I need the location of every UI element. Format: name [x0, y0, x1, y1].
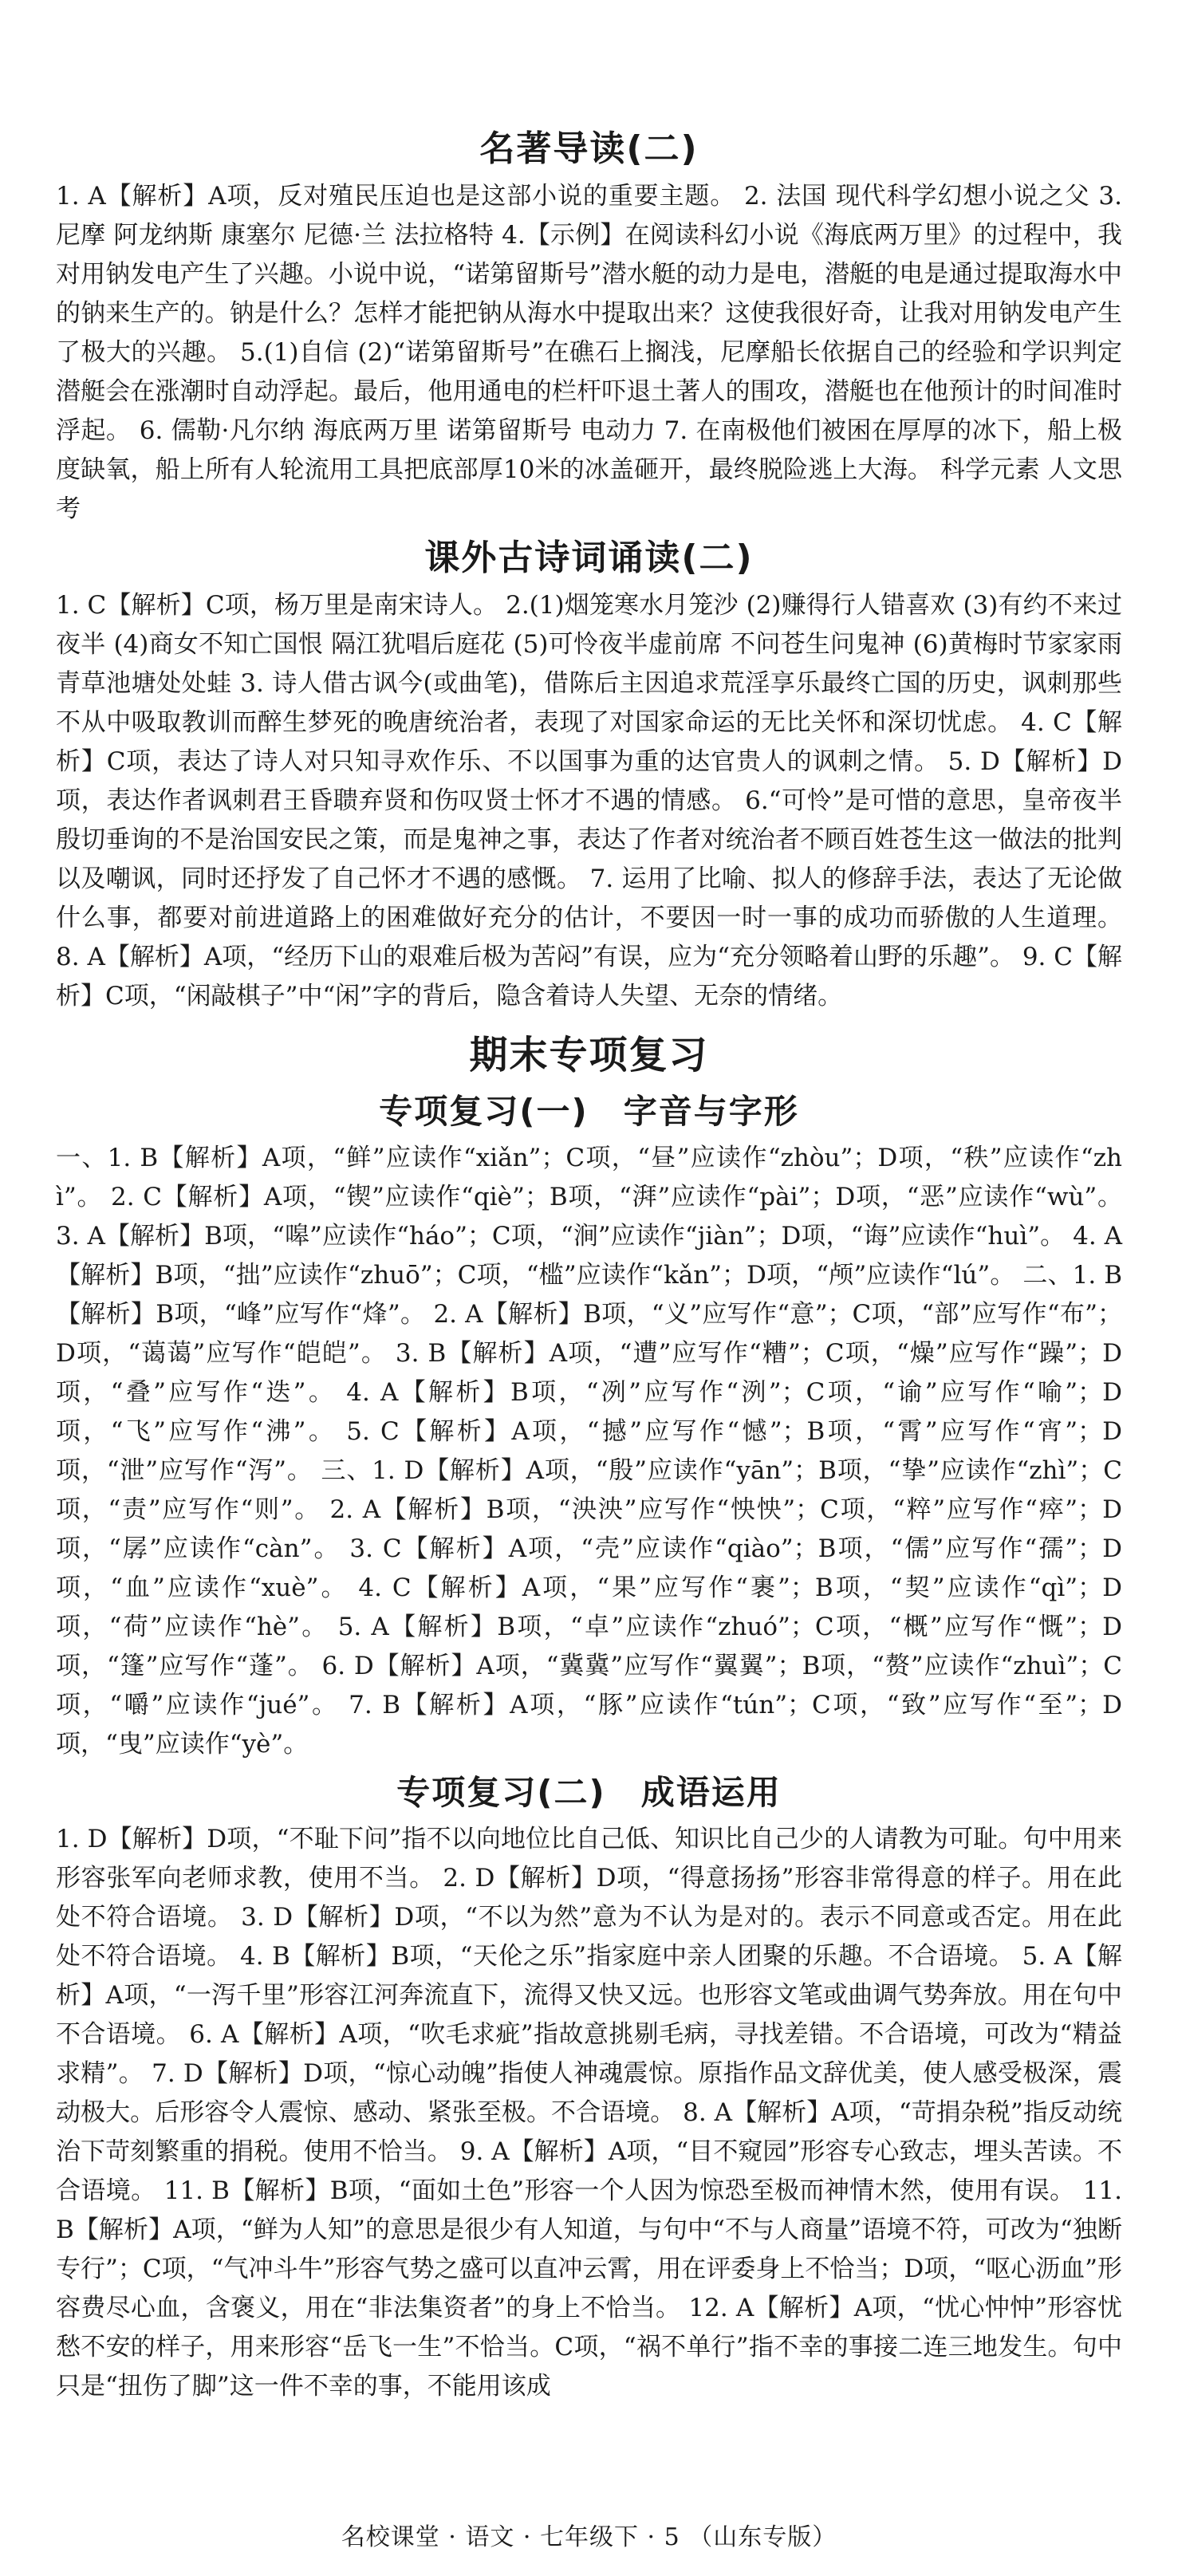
section-title-kwgs: 课外古诗词诵读(二) [424, 538, 754, 578]
section-body-zxfx2: 1. D【解析】D项，“不耻下问”指不以向地位比自己低、知识比自己少的人请教为可耻。句中用来形容张军向老师求教，使用不当。 2. D【解析】D项，“得意扬扬”形容非常得意的样子。用在此处不符合语境。 3. D【解析】D项，“不以为然”意为不认为是对的。表示不同意或否定。用在此处不符合语境。 4. B【解析】B项，“天伦之乐”指家庭中亲人团聚的乐趣。不合语境。 5. A【解析】A项，“一泻千里”形容江河奔流直下，流得又快又远。也形容文笔或曲调气势奔放。用在句中不合语境。 6. A【解析】A项，“吹毛求疵”指故意挑剔毛病，寻找差错。不合语境，可改为“精益求精”。 7. D【解析】D项，“惊心动魄”指使人神魂震惊。原指作品文辞优美，使人感受极深，震动极大。后形容令人震惊、感动、紧张至极。不合语境。 8. A【解析】A项，“苛捐杂税”指反动统治下苛刻繁重的捐税。使用不恰当。 9. A【解析】A项，“目不窥园”形容专心致志，埋头苦读。不合语境。 11. B【解析】B项，“面如土色”形容一个人因为惊恐至极而神情木然，使用有误。 11. B【解析】A项，“鲜为人知”的意思是很少有人知道，与句中“不与人商量”语境不符，可改为“独断专行”；C项，“气冲斗牛”形容气势之盛可以直冲云霄，用在评委身上不恰当；D项，“呕心沥血”形容费尽心血，含褒义，用在“非法集资者”的身上不恰当。 12. A【解析】A项，“忧心忡忡”形容忧愁不安的样子，用来形容“岳飞一生”不恰当。C项，“祸不单行”指不幸的事接二连三地发生。句中只是“扭伤了脚”这一件不幸的事，不能用该成 [56, 1825, 1122, 2401]
section-title-zxfx2: 专项复习(二) 成语运用 [396, 1773, 782, 1812]
section-title-mzdd: 名著导读(二) [479, 128, 699, 169]
section-body-kwgs: 1. C【解析】C项，杨万里是南宋诗人。 2.(1)烟笼寒水月笼沙 (2)赚得行人错喜欢 (3)有约不来过夜半 (4)商女不知亡国恨 隔江犹唱后庭花 (5)可怜夜半虚前席 不问苍生问鬼神 (6)黄梅时节家家雨 青草池塘处处蛙 3. 诗人借古讽今(或曲笔)，借陈后主因追求荒淫享乐最终亡国的历史，讽刺那些不从中吸取教训而醉生梦死的晚唐统治者，表现了对国家命运的无比关怀和深切忧虑。 4. C【解析】C项，表达了诗人对只知寻欢作乐、不以国事为重的达官贵人的讽刺之情。 5. D【解析】D项，表达作者讽刺君王昏聩弃贤和伤叹贤士怀才不遇的情感。 6.“可怜”是可惜的意思，皇帝夜半殷切垂询的不是治国安民之策，而是鬼神之事，表达了作者对统治者不顾百姓苍生这一做法的批判以及嘲讽，同时还抒发了自己怀才不遇的感慨。 7. 运用了比喻、拟人的修辞手法，表达了无论做什么事，都要对前进道路上的困难做好充分的估计，不要因一时一事的成功而骄傲的人生道理。 8. A【解析】A项，“经历下山的艰难后极为苦闷”有误，应为“充分领略着山野的乐趣”。 9. C【解析】C项，“闲敲棋子”中“闲”字的背后，隐含着诗人失望、无奈的情绪。 [56, 591, 1122, 1010]
page-footer: 名校课堂 · 语文 · 七年级下 · 5 （山东专版） [341, 2523, 837, 2551]
section-body-mzdd: 1. A【解析】A项，反对殖民压迫也是这部小说的重要主题。 2. 法国 现代科学幻想小说之父 3. 尼摩 阿龙纳斯 康塞尔 尼德·兰 法拉格特 4.【示例】在阅读科幻小说《海底两万里》的过程中，我对用钠发电产生了兴趣。小说中说，“诺第留斯号”潜水艇的动力是电，潜艇的电是通过提取海水中的钠来生产的。钠是什么？怎样才能把钠从海水中提取出来？这使我很好奇，让我对用钠发电产生了极大的兴趣。 5.(1)自信 (2)“诺第留斯号”在礁石上搁浅，尼摩船长依据自己的经验和学识判定潜艇会在涨潮时自动浮起。最后，他用通电的栏杆吓退土著人的围攻，潜艇也在他预计的时间准时浮起。 6. 儒勒·凡尔纳 海底两万里 诺第留斯号 电动力 7. 在南极他们被困在厚厚的冰下，船上极度缺氧，船上所有人轮流用工具把底部厚10米的冰盖砸开，最终脱险逃上大海。 科学元素 人文思考 [56, 182, 1122, 523]
section-title-zxfx1: 专项复习(一) 字音与字形 [379, 1092, 799, 1131]
section-body-zxfx1: 一、1. B【解析】A项，“鲜”应读作“xiǎn”；C项，“昼”应读作“zhòu”；D项，“秩”应读作“zhì”。 2. C【解析】A项，“锲”应读作“qiè”；B项，“湃”应读作“pài”；D项，“恶”应读作“wù”。 3. A【解析】B项，“嗥”应读作“háo”；C项，“涧”应读作“jiàn”；D项，“诲”应读作“huì”。 4. A【解析】B项，“拙”应读作“zhuō”；C项，“槛”应读作“kǎn”；D项，“颅”应读作“lú”。 二、1. B【解析】B项，“峰”应写作“烽”。 2. A【解析】B项，“义”应写作“意”；C项，“部”应写作“布”；D项，“蔼蔼”应写作“皑皑”。 3. B【解析】A项，“遭”应写作“糟”；C项，“燥”应写作“躁”；D项，“叠”应写作“迭”。 4. A【解析】B项，“冽”应写作“洌”；C项，“谕”应写作“喻”；D项，“飞”应写作“沸”。 5. C【解析】A项，“撼”应写作“憾”；B项，“霄”应写作“宵”；D项，“泄”应写作“泻”。 三、1. D【解析】A项，“殷”应读作“yān”；B项，“挚”应读作“zhì”；C项，“责”应写作“则”。 2. A【解析】B项，“泱泱”应写作“怏怏”；C项，“粹”应写作“瘁”；D项，“孱”应读作“càn”。 3. C【解析】A项，“壳”应读作“qiào”；B项，“儒”应写作“孺”；D项，“血”应读作“xuè”。 4. C【解析】A项，“果”应写作“裹”；B项，“契”应读作“qì”；D项，“荷”应读作“hè”。 5. A【解析】B项，“卓”应读作“zhuó”；C项，“概”应写作“慨”；D项，“篷”应写作“蓬”。 6. D【解析】A项，“冀冀”应写作“翼翼”；B项，“赘”应读作“zhuì”；C项，“嚼”应读作“jué”。 7. B【解析】A项，“豚”应读作“tún”；C项，“致”应写作“至”；D项，“曳”应读作“yè”。 [56, 1144, 1122, 1759]
section-title-qmzx: 期末专项复习 [469, 1033, 709, 1077]
